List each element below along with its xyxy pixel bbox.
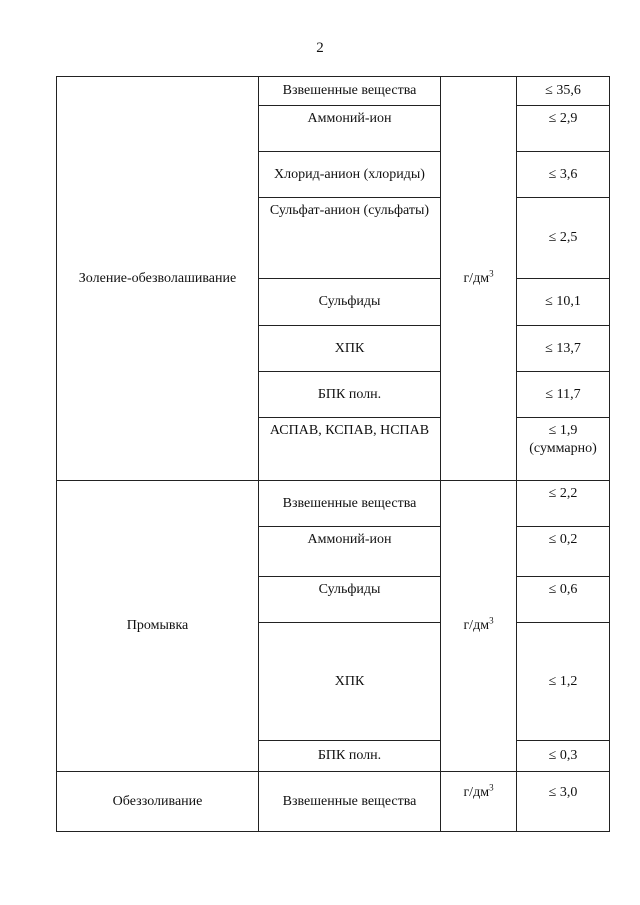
process-label: Промывка	[126, 618, 189, 634]
table-row-limit: ≤ 2,9	[516, 105, 610, 152]
unit-cell	[440, 76, 517, 481]
unit-cell	[440, 480, 517, 772]
table-row-substance: Аммоний-ион	[258, 526, 441, 577]
page-number: 2	[316, 40, 324, 56]
process-label: Обеззоливание	[112, 793, 203, 809]
table-row-limit: ≤ 2,5	[516, 197, 610, 279]
table-row-limit	[516, 417, 610, 481]
table-row-limit: ≤ 3,6	[516, 151, 610, 198]
unit-label: $г/дм^3$	[463, 615, 494, 634]
unit-label: $г/дм^3$	[463, 782, 494, 800]
table-row-limit: ≤ 0,2	[516, 526, 610, 577]
process-cell-deliming	[56, 771, 259, 832]
table-row-limit: ≤ 0,6	[516, 576, 610, 623]
table-row-limit: ≤ 13,7	[516, 325, 610, 372]
table-row-limit: ≤ 3,0	[516, 771, 610, 832]
table-row-substance: ХПК	[258, 325, 441, 372]
table-row-substance: Взвешенные вещества	[258, 771, 441, 832]
table-row-limit: ≤ 10,1	[516, 278, 610, 326]
process-label: Золение-обезволашивание	[78, 270, 237, 286]
table-row-substance: АСПАВ, КСПАВ, НСПАВ	[258, 417, 441, 481]
process-cell-liming	[56, 76, 259, 481]
table-row-substance: ХПК	[258, 622, 441, 741]
table-row-substance: Сульфиды	[258, 576, 441, 623]
process-cell-washing	[56, 480, 259, 772]
table-row-limit: ≤ 2,2	[516, 480, 610, 527]
table-row-limit: ≤ 1,2	[516, 622, 610, 741]
table-row-substance: Взвешенные вещества	[258, 480, 441, 527]
table-row-substance: БПК полн.	[258, 371, 441, 418]
table-row-substance: БПК полн.	[258, 740, 441, 772]
limit-note: (суммарно)	[529, 440, 597, 456]
table-row-substance: Сульфат-анион (сульфаты)	[258, 197, 441, 279]
table-row-limit: ≤ 11,7	[516, 371, 610, 418]
table-row-limit: ≤ 35,6	[516, 76, 610, 106]
table-row-substance: Хлорид-анион (хлориды)	[258, 151, 441, 198]
unit-cell	[440, 771, 517, 832]
table-row-substance: Сульфиды	[258, 278, 441, 326]
table-row-limit: ≤ 0,3	[516, 740, 610, 772]
table-row-substance: Аммоний-ион	[258, 105, 441, 152]
table-row-substance: Взвешенные вещества	[258, 76, 441, 106]
limit-value: ≤ 1,9	[548, 423, 578, 438]
unit-label: $г/дм^3$	[463, 268, 494, 286]
